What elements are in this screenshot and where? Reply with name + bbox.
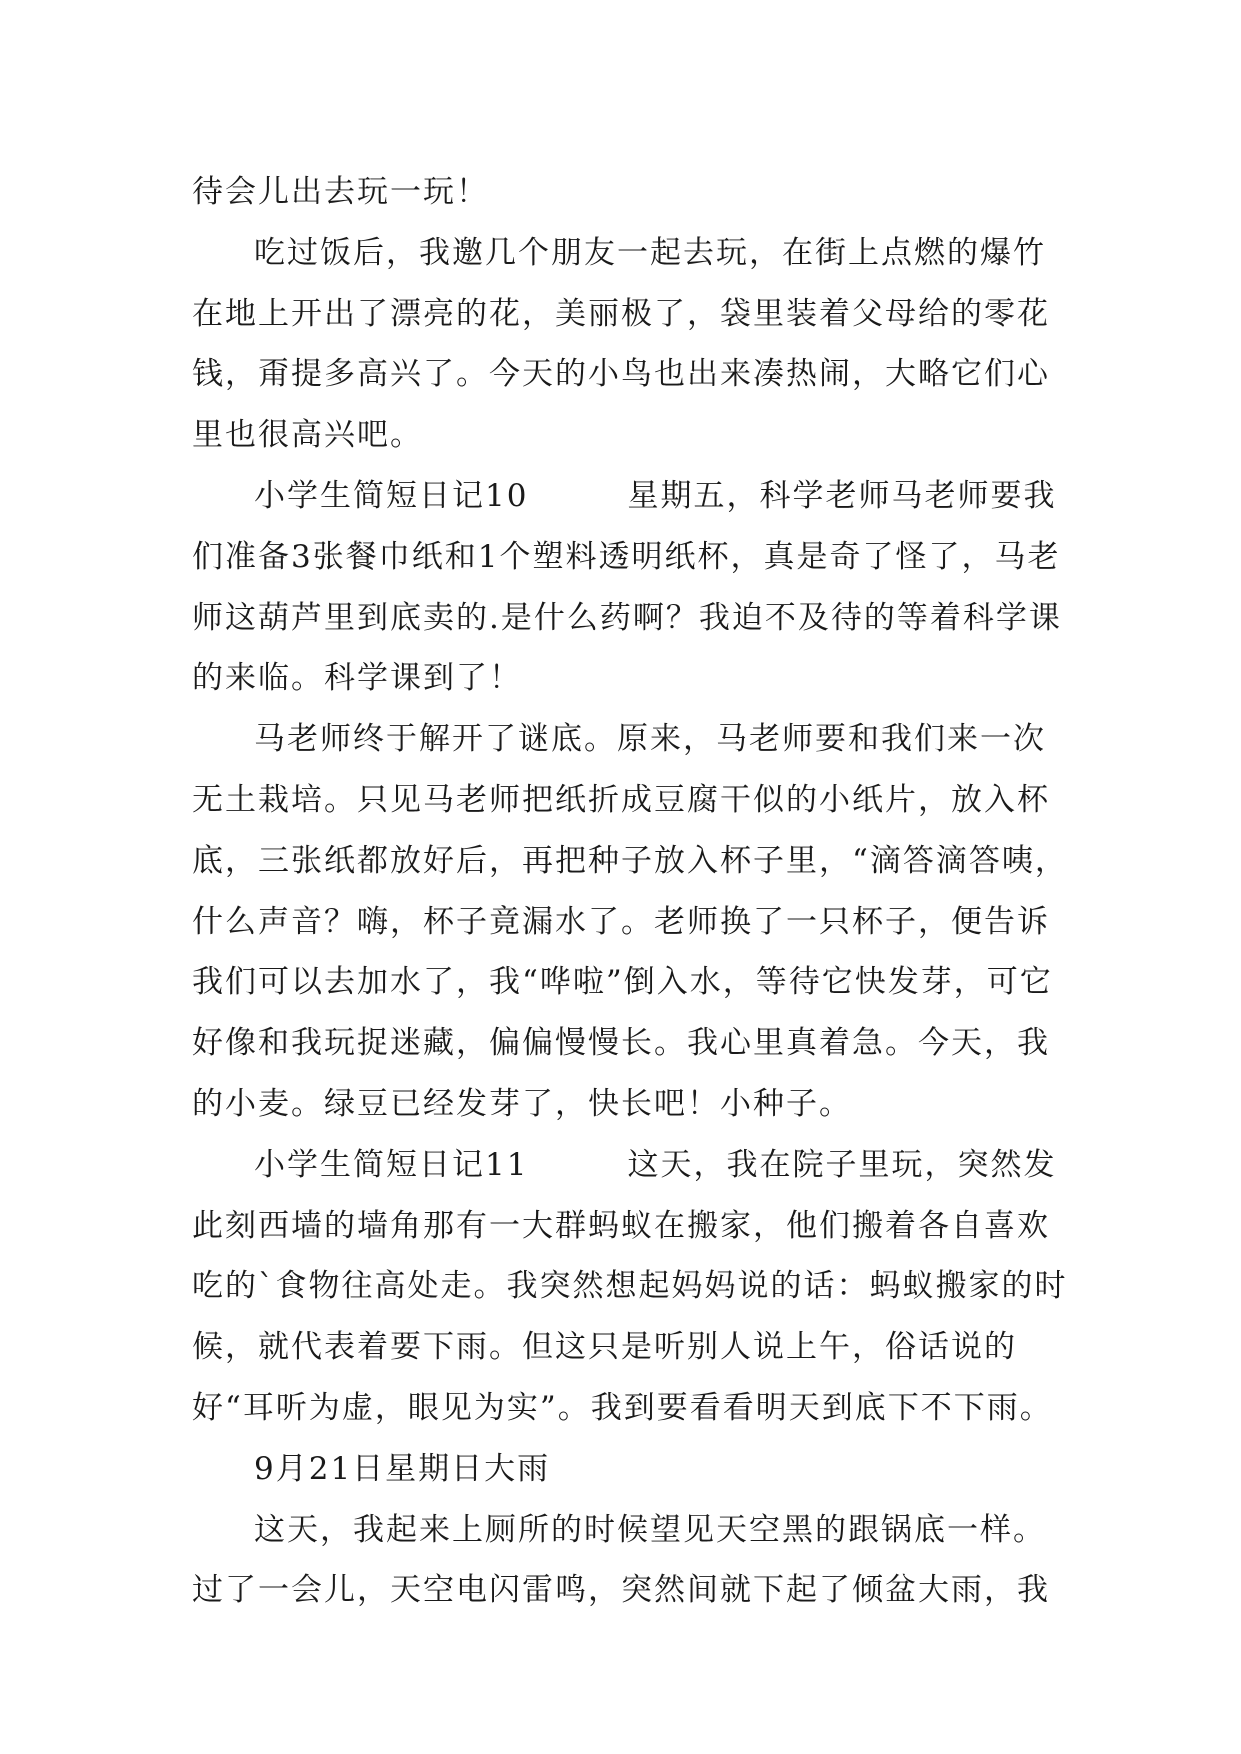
paragraph: 吃过饭后，我邀几个朋友一起去玩，在街上点燃的爆竹在地上开出了漂亮的花，美丽极了，袋里装着父母给的零花钱，甭提多高兴了。今天的小鸟也出来凑热闹，大略它们心里也很高兴吧。	[192, 234, 1050, 454]
paragraph: 小学生简短日记10 星期五，科学老师马老师要我们准备3张餐巾纸和1个塑料透明纸杯，真是奇了怪了，马老师这葫芦里到底卖的.是什么药啊？我迫不及待的等着科学课的来临。科学课到了！	[192, 477, 1062, 697]
paragraph: 这天，我起来上厕所的时候望见天空黑的跟锅底一样。过了一会儿，天空电闪雷鸣，突然间就下起了倾盆大雨，我	[192, 1511, 1050, 1609]
paragraph-continuation: 待会儿出去玩一玩！	[192, 174, 489, 210]
paragraph: 马老师终于解开了谜底。原来，马老师要和我们来一次无土栽培。只见马老师把纸折成豆腐干似的小纸片，放入杯底，三张纸都放好后，再把种子放入杯子里，“滴答滴答咦，什么声音？嗨，杯子竟漏水了。老师换了一只杯子，便告诉我们可以去加水了，我“哗啦”倒入水，等待它快发芽，可它好像和我玩捉迷藏，偏偏慢慢长。我心里真着急。今天，我的小麦。绿豆已经发芽了，快长吧！小种子。	[192, 721, 1068, 1122]
date-heading: 9月21日星期日大雨	[254, 1450, 551, 1487]
document-body	[192, 162, 1072, 1621]
paragraph: 小学生简短日记11 这天，我在院子里玩，突然发此刻西墙的墙角那有一大群蚂蚁在搬家，他们搬着各自喜欢吃的`食物往高处走。我突然想起妈妈说的话：蚂蚁搬家的时候，就代表着要下雨。但这只是听别人说上午，俗话说的好“耳听为虚，眼见为实”。我到要看看明天到底下不下雨。	[192, 1146, 1068, 1426]
